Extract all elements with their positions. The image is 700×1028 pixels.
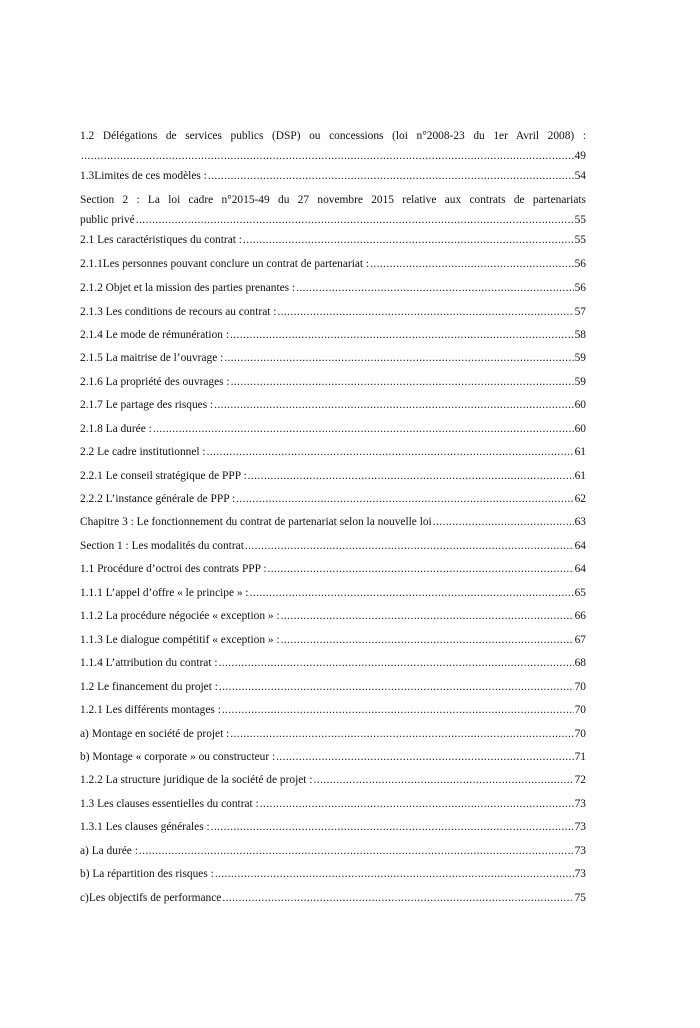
toc-page-number: 70 [574,681,586,693]
toc-entry-label: 1.1.2 La procédure négociée « exception » : [80,610,280,622]
dot-leader [224,350,573,366]
dot-leader [136,212,574,228]
toc-page-number: 59 [574,352,586,364]
toc-entry-label: 2.1.3 Les conditions de recours au contrat : [80,306,277,318]
toc-page-number: 60 [574,423,586,435]
toc-entry[interactable] [80,468,586,484]
toc-entry[interactable] [80,585,586,601]
toc-entry-label: 2.1.1Les personnes pouvant conclure un contrat de partenariat : [80,258,370,270]
toc-entry-label: 1.1 Procédure d’octroi des contrats PPP : [80,563,267,575]
toc-entry[interactable] [80,374,586,390]
toc-page-number: 64 [574,563,586,575]
toc-entry[interactable] [80,866,586,882]
dot-leader [281,608,574,624]
toc-entry[interactable] [80,168,586,184]
toc-entry[interactable] [80,491,586,507]
dot-leader [250,585,574,601]
toc-entry-label: 2.2.2 L’instance générale de PPP : [80,493,236,505]
toc-page-number: 64 [574,540,586,552]
toc-page-number: 71 [574,751,586,763]
dot-leader [433,514,574,530]
dot-leader [231,374,574,390]
toc-entry[interactable] [80,726,586,742]
dot-leader [277,304,573,320]
toc-entry-label: 2.1.7 Le partage des risques : [80,399,214,411]
toc-entry[interactable] [80,819,586,835]
dot-leader [313,772,573,788]
toc-entry[interactable] [80,421,586,437]
dot-leader [248,468,574,484]
dot-leader [260,796,574,812]
dot-leader [230,726,573,742]
dot-leader [370,256,574,272]
dot-leader [207,444,574,460]
dot-leader [296,280,573,296]
toc-entry-label: c)Les objectifs de performance [80,892,222,904]
toc-page-number: 73 [574,798,586,810]
dot-leader [276,749,573,765]
toc-page-number: 73 [574,821,586,833]
toc-entry-label: 1.2 Délégations de services publics (DSP) ou concessions (loi n°2008-23 du 1er Avril 2008) : [80,130,586,142]
dot-leader [215,866,574,882]
toc-entry[interactable] [80,890,586,906]
toc-entry-label: 1.1.3 Le dialogue compétitif « exception » : [80,634,280,646]
toc-page-number: 68 [574,657,586,669]
toc-entry[interactable] [80,397,586,413]
toc-entry-label: 1.2 Le financement du projet : [80,681,218,693]
toc-entry[interactable] [80,232,586,248]
dot-leader [214,397,573,413]
toc-entry-label: Section 2 : La loi cadre n°2015-49 du 27 novembre 2015 relative aux contrats de partenariats [80,194,586,206]
toc-entry-label: a) Montage en société de projet : [80,728,230,740]
toc-page-number: 60 [574,399,586,411]
toc-entry[interactable] [80,702,586,718]
toc-page-number: 61 [574,470,586,482]
dot-leader [268,561,574,577]
toc-page-number: 70 [574,728,586,740]
toc-entry-label: 2.1.6 La propriété des ouvrages : [80,376,230,388]
toc-entry-label: 2.1.8 La durée : [80,423,152,435]
dot-leader [219,655,574,671]
toc-page-number: 72 [574,774,586,786]
dot-leader [208,168,574,184]
dot-leader [236,491,573,507]
toc-page-number: 56 [574,282,586,294]
toc-page-number: 73 [574,845,586,857]
toc-entry[interactable] [80,350,586,366]
toc-entry[interactable] [80,796,586,812]
toc-entry-label: 2.1.2 Objet et la mission des parties prenantes : [80,282,296,294]
toc-entry[interactable] [80,843,586,859]
dot-leader [222,702,574,718]
toc-page-number: 70 [574,704,586,716]
dot-leader [281,632,574,648]
toc-page-number: 55 [574,234,586,246]
toc-entry-label: 2.2 Le cadre institutionnel : [80,446,206,458]
toc-page-number: 56 [574,258,586,270]
toc-entry-label-continued: public privé [80,214,135,226]
toc-entry-label: 2.2.1 Le conseil stratégique de PPP : [80,470,247,482]
toc-entry[interactable] [80,280,586,296]
toc-entry[interactable] [80,608,586,624]
toc-entry[interactable] [80,632,586,648]
toc-entry[interactable] [80,256,586,272]
toc-entry[interactable] [80,538,586,554]
toc-entry-label: Chapitre 3 : Le fonctionnement du contrat de partenariat selon la nouvelle loi [80,516,432,528]
toc-entry[interactable] [80,514,586,530]
toc-entry[interactable] [80,444,586,460]
toc-page-number: 75 [574,892,586,904]
toc-page-number: 65 [574,587,586,599]
toc-page-number: 57 [574,306,586,318]
dot-leader [211,819,574,835]
toc-page-number: 67 [574,634,586,646]
toc-entry-label: 1.3 Les clauses essentielles du contrat : [80,798,259,810]
dot-leader [139,843,574,859]
toc-page-number: 58 [574,329,586,341]
toc-entry-label: 1.2.2 La structure juridique de la société de projet : [80,774,313,786]
toc-entry-label: 1.3Limites de ces modèles : [80,170,207,182]
toc-page-number: 59 [574,376,586,388]
toc-page-number: 66 [574,610,586,622]
dot-leader [230,327,574,343]
toc-page-number: 49 [574,150,586,162]
toc-page-number: 54 [574,170,586,182]
toc-entry-label: b) La répartition des risques : [80,868,214,880]
toc-entry-label: 1.1.1 L’appel d’offre « le principe » : [80,587,249,599]
toc-page-number: 73 [574,868,586,880]
toc-entry[interactable] [80,772,586,788]
toc-entry-label: 2.1 Les caractéristiques du contrat : [80,234,242,246]
toc-entry[interactable] [80,128,586,164]
toc-page-number: 62 [574,493,586,505]
dot-leader [153,421,574,437]
toc-entry[interactable] [80,192,586,228]
toc-page-number: 55 [574,214,586,226]
dot-leader [243,232,574,248]
toc-entry-label: 1.1.4 L’attribution du contrat : [80,657,218,669]
toc-entry-label: Section 1 : Les modalités du contrat [80,540,244,552]
toc-entry[interactable] [80,655,586,671]
toc-entry-label: 1.2.1 Les différents montages : [80,704,221,716]
toc-page-number: 61 [574,446,586,458]
toc-entry-label: 2.1.5 La maitrise de l’ouvrage : [80,352,224,364]
toc-entry[interactable] [80,749,586,765]
dot-leader [245,538,574,554]
dot-leader [222,890,573,906]
toc-entry[interactable] [80,327,586,343]
toc-entry[interactable] [80,304,586,320]
toc-entry[interactable] [80,561,586,577]
toc-entry-label: b) Montage « corporate » ou constructeur : [80,751,276,763]
toc-entry[interactable] [80,679,586,695]
toc-entry-label: a) La durée : [80,845,138,857]
toc-entry-label: 1.3.1 Les clauses générales : [80,821,210,833]
toc-entry-label: 2.1.4 Le mode de rémunération : [80,329,229,341]
toc-page-number: 63 [574,516,586,528]
dot-leader [81,148,574,164]
dot-leader [219,679,574,695]
